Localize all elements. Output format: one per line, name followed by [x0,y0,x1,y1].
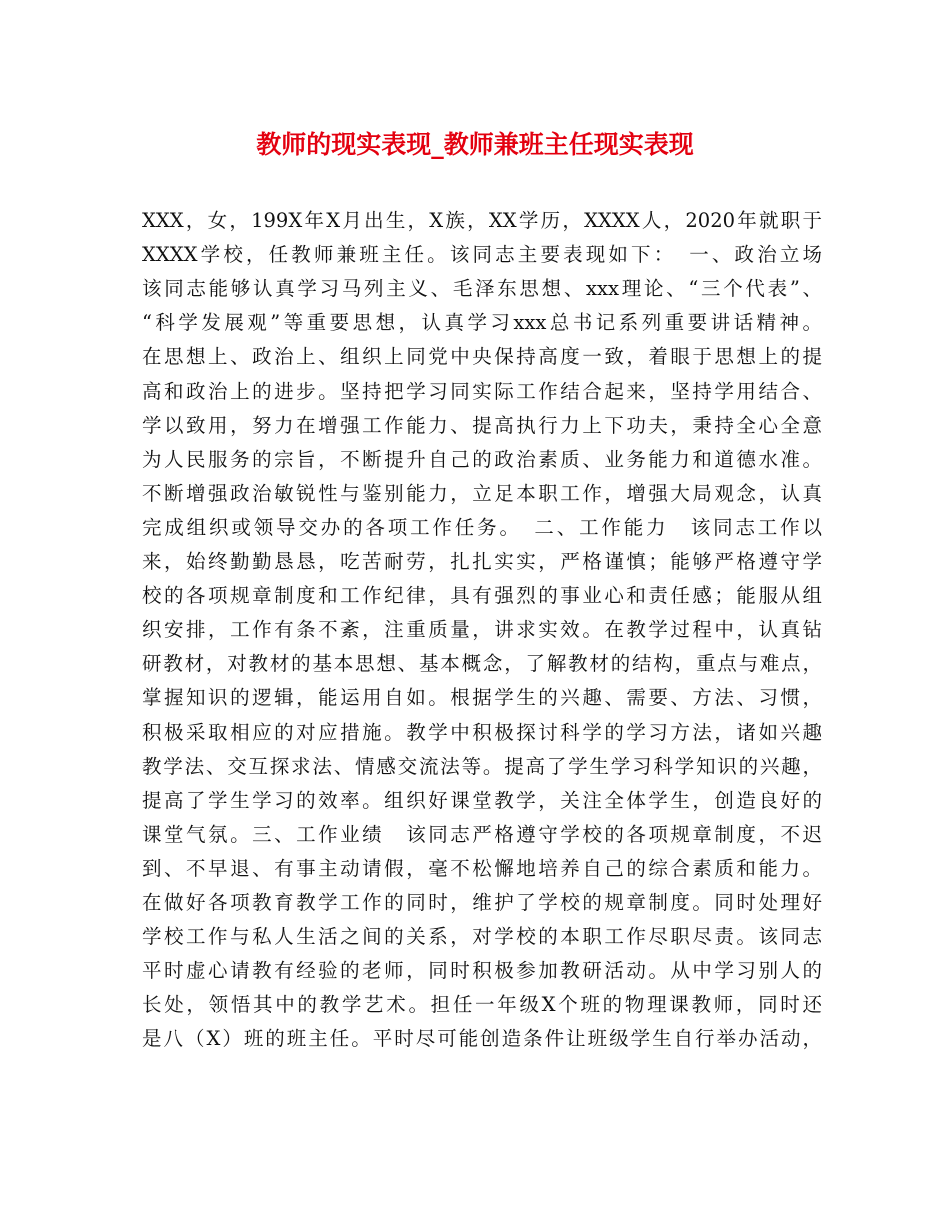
body-line: 是八（X）班的班主任。平时尽可能创造条件让班级学生自行举办活动， [142,1027,822,1051]
body-line: 课堂气氛。三、工作业绩 该同志严格遵守学校的各项规章制度，不迟 [142,822,822,846]
body-line: 学以致用，努力在增强工作能力、提高执行力上下功夫，秉持全心全意 [142,413,822,437]
body-line: 织安排，工作有条不紊，注重质量，讲求实效。在教学过程中，认真钻 [142,618,822,642]
body-line: XXX，女，199X年X月出生，X族，XX学历，XXXX人，2020年就职于 [142,209,822,232]
body-line: 完成组织或领导交办的各项工作任务。 二、工作能力 该同志工作以 [142,515,822,539]
body-line: 平时虚心请教有经验的老师，同时积极参加教研活动。从中学习别人的 [142,959,822,983]
body-line: XXXX学校，任教师兼班主任。该同志主要表现如下： 一、政治立场 [142,243,822,267]
body-line: 高和政治上的进步。坚持把学习同实际工作结合起来，坚持学用结合、 [142,379,822,403]
body-line: 掌握知识的逻辑，能运用自如。根据学生的兴趣、需要、方法、习惯， [142,686,822,710]
body-line: 该同志能够认真学习马列主义、毛泽东思想、xxx理论、“三个代表”、 [142,277,822,301]
body-line: 不断增强政治敏锐性与鉴别能力，立足本职工作，增强大局观念，认真 [142,481,822,505]
body-line: 到、不早退、有事主动请假，毫不松懈地培养自己的综合素质和能力。 [142,856,822,880]
body-line: 学校工作与私人生活之间的关系，对学校的本职工作尽职尽责。该同志 [142,925,822,949]
body-line: 在思想上、政治上、组织上同党中央保持高度一致，着眼于思想上的提 [142,345,822,369]
body-line: 教学法、交互探求法、情感交流法等。提高了学生学习科学知识的兴趣， [142,754,822,778]
body-line: 研教材，对教材的基本思想、基本概念，了解教材的结构，重点与难点， [142,652,822,676]
body-line: 在做好各项教育教学工作的同时，维护了学校的规章制度。同时处理好 [142,891,822,914]
body-line: 提高了学生学习的效率。组织好课堂教学，关注全体学生，创造良好的 [142,788,822,812]
body-line: 积极采取相应的对应措施。教学中积极探讨科学的学习方法，诸如兴趣 [142,720,822,744]
body-line: 为人民服务的宗旨，不断提升自己的政治素质、业务能力和道德水准。 [142,447,822,471]
body-line: “科学发展观”等重要思想，认真学习xxx总书记系列重要讲话精神。 [142,311,822,335]
document-title: 教师的现实表现_教师兼班主任现实表现 [256,130,694,159]
body-line: 来，始终勤勤恳恳，吃苦耐劳，扎扎实实，严格谨慎；能够严格遵守学 [142,550,822,573]
body-line: 校的各项规章制度和工作纪律，具有强烈的事业心和责任感；能服从组 [142,584,822,608]
body-line: 长处，领悟其中的教学艺术。担任一年级X个班的物理课教师，同时还 [142,993,822,1017]
